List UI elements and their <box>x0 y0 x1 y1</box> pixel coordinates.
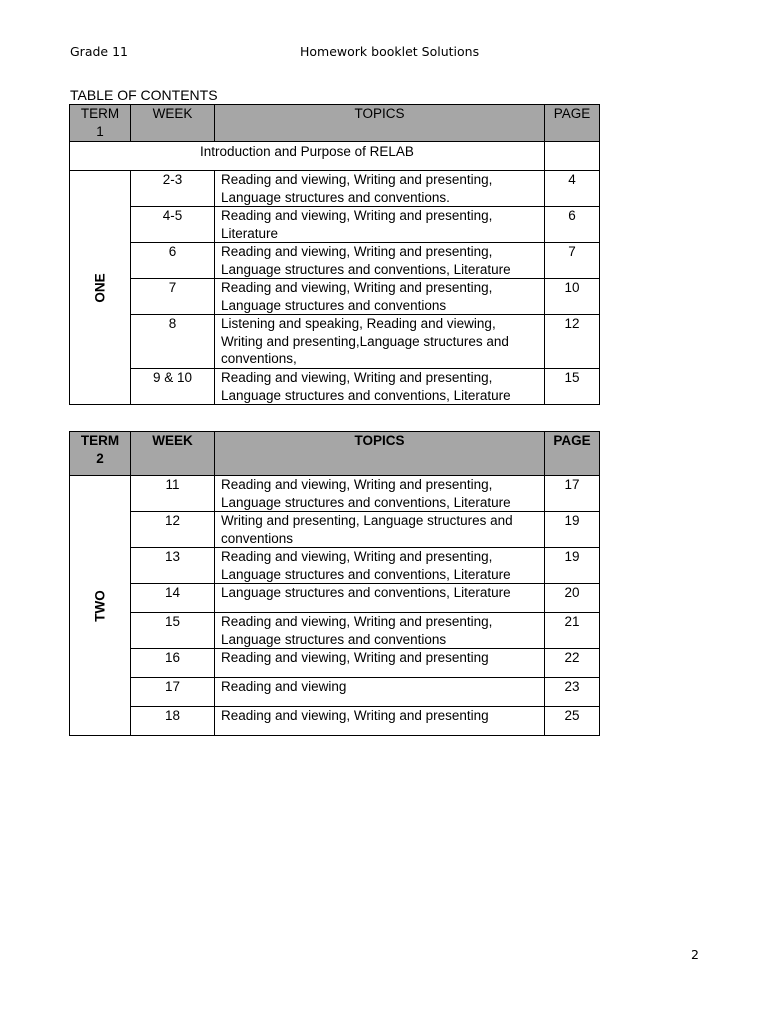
page-cell: 21 <box>545 613 600 649</box>
topics-cell: Writing and presenting, Language structures and conventions <box>215 512 545 548</box>
topics-cell: Reading and viewing, Writing and presenting, Language structures and conventions <box>215 613 545 649</box>
table-row <box>70 707 600 736</box>
table-row <box>70 279 600 315</box>
term1-header-term: TERM 1 <box>70 105 131 142</box>
week-cell: 14 <box>131 584 215 613</box>
table-row <box>70 171 600 207</box>
table-row <box>70 369 600 405</box>
toc-title: TABLE OF CONTENTS <box>70 87 218 103</box>
week-cell: 4-5 <box>131 207 215 243</box>
term1-header-page: PAGE <box>545 105 600 142</box>
term1-intro-row <box>70 142 600 171</box>
topics-cell: Reading and viewing, Writing and presenting, Language structures and conventions, Literature <box>215 548 545 584</box>
term2-header-topics: TOPICS <box>215 432 545 476</box>
page-cell: 6 <box>545 207 600 243</box>
week-cell: 6 <box>131 243 215 279</box>
term1-table <box>69 104 600 405</box>
page-cell: 25 <box>545 707 600 736</box>
page-cell: 12 <box>545 315 600 369</box>
topics-cell: Reading and viewing, Writing and presenting, Language structures and conventions, Literature <box>215 476 545 512</box>
term2-header-page: PAGE <box>545 432 600 476</box>
table-row <box>70 649 600 678</box>
week-cell: 8 <box>131 315 215 369</box>
table-row <box>70 243 600 279</box>
page-cell: 19 <box>545 548 600 584</box>
week-cell: 9 & 10 <box>131 369 215 405</box>
term2-label-cell <box>70 476 131 736</box>
week-cell: 15 <box>131 613 215 649</box>
table-row <box>70 207 600 243</box>
page-cell: 20 <box>545 584 600 613</box>
page-cell: 22 <box>545 649 600 678</box>
topics-cell: Reading and viewing, Writing and presenting, Language structures and conventions, Literature <box>215 369 545 405</box>
term1-intro-page <box>545 142 600 171</box>
table-row <box>70 512 600 548</box>
topics-cell: Reading and viewing, Writing and presenting, Language structures and conventions. <box>215 171 545 207</box>
week-cell: 11 <box>131 476 215 512</box>
topics-cell: Reading and viewing <box>215 678 545 707</box>
topics-cell: Reading and viewing, Writing and presenting, Language structures and conventions <box>215 279 545 315</box>
term1-label: ONE <box>92 272 108 303</box>
table-row <box>70 613 600 649</box>
term1-header-topics: TOPICS <box>215 105 545 142</box>
topics-cell: Reading and viewing, Writing and presenting <box>215 707 545 736</box>
term2-header-week: WEEK <box>131 432 215 476</box>
week-cell: 17 <box>131 678 215 707</box>
table-row <box>70 584 600 613</box>
term2-header-term: TERM 2 <box>70 432 131 476</box>
term1-intro: Introduction and Purpose of RELAB <box>70 142 545 171</box>
topics-cell: Reading and viewing, Writing and presenting, Literature <box>215 207 545 243</box>
topics-cell: Reading and viewing, Writing and presenting <box>215 649 545 678</box>
term2-table <box>69 431 600 736</box>
week-cell: 16 <box>131 649 215 678</box>
page-cell: 23 <box>545 678 600 707</box>
table-row <box>70 476 600 512</box>
page-cell: 4 <box>545 171 600 207</box>
term2-header-row <box>70 432 600 476</box>
header-grade: Grade 11 <box>70 44 128 59</box>
page-cell: 15 <box>545 369 600 405</box>
page-cell: 10 <box>545 279 600 315</box>
page-number: 2 <box>691 947 699 962</box>
page-cell: 17 <box>545 476 600 512</box>
table-row <box>70 548 600 584</box>
topics-cell: Reading and viewing, Writing and presenting, Language structures and conventions, Literature <box>215 243 545 279</box>
week-cell: 12 <box>131 512 215 548</box>
term1-label-cell <box>70 171 131 405</box>
page-cell: 7 <box>545 243 600 279</box>
week-cell: 7 <box>131 279 215 315</box>
week-cell: 13 <box>131 548 215 584</box>
topics-cell: Language structures and conventions, Literature <box>215 584 545 613</box>
term1-header-row <box>70 105 600 142</box>
term1-header-week: WEEK <box>131 105 215 142</box>
week-cell: 18 <box>131 707 215 736</box>
week-cell: 2-3 <box>131 171 215 207</box>
table-row <box>70 315 600 369</box>
term2-label: TWO <box>92 589 108 622</box>
table-row <box>70 678 600 707</box>
header-title: Homework booklet Solutions <box>300 44 480 59</box>
page-cell: 19 <box>545 512 600 548</box>
topics-cell: Listening and speaking, Reading and viewing, Writing and presenting,Language structures and conventions, <box>215 315 545 369</box>
